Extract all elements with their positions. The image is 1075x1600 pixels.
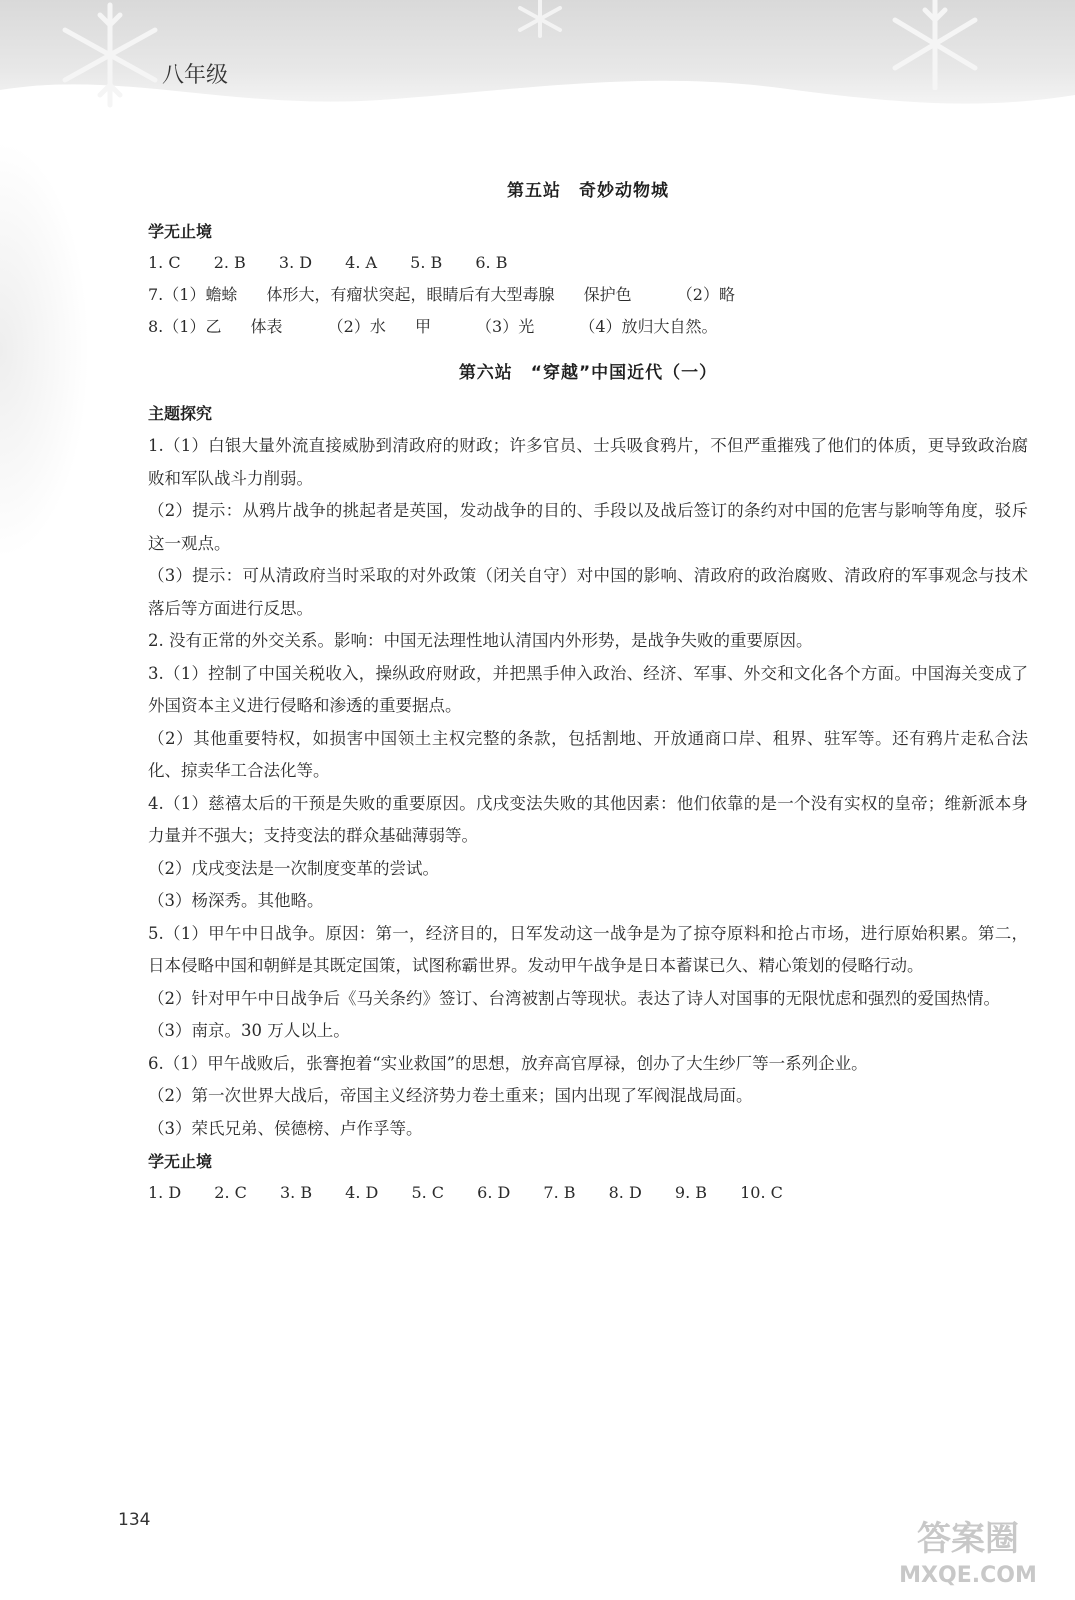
watermark-logo xyxy=(878,1510,1058,1590)
answer-item: 7. B xyxy=(543,1183,576,1202)
answer-item: 1. C xyxy=(148,253,181,272)
answer-q7 xyxy=(148,280,1028,312)
watermark-bottom: MXQE.COM xyxy=(899,1563,1037,1588)
answer-part: 体形大，有瘤状突起，眼睛后有大型毒腺 xyxy=(266,285,555,304)
answer-row-2 xyxy=(148,1178,1028,1210)
answer-paragraph: 6.（1）甲午战败后，张謇抱着“实业救国”的思想，放弃高官厚禄，创办了大生纱厂等一系列企业。 xyxy=(148,1053,868,1073)
answer-paragraph: （3）杨深秀。其他略。 xyxy=(148,891,324,910)
answer-item: 8. D xyxy=(608,1183,642,1202)
answer-item: 5. B xyxy=(410,253,443,272)
answer-part: 7.（1）蟾蜍 xyxy=(148,285,238,304)
answer-q8 xyxy=(148,312,1028,344)
answer-item: 1. D xyxy=(148,1183,182,1202)
section6-subhead-2: 学无止境 xyxy=(148,1152,213,1171)
left-texture xyxy=(0,140,90,560)
answer-part: （2）水 xyxy=(327,317,386,336)
page-number: 134 xyxy=(118,1510,151,1530)
watermark-top: 答案圈 xyxy=(917,1519,1019,1559)
answer-paragraph: （3）荣氏兄弟、侯德榜、卢作孚等。 xyxy=(148,1118,423,1138)
grade-label: 八年级 xyxy=(162,63,229,88)
answer-item: 2. B xyxy=(213,253,246,272)
answer-paragraph: （2）针对甲午中日战争后《马关条约》签订、台湾被割占等现状。表达了诗人对国事的无限忧虑和强烈的爱国热情。 xyxy=(148,988,1000,1008)
snowflake-icon xyxy=(40,0,180,110)
answer-paragraph: 4.（1）慈禧太后的干预是失败的重要原因。戊戌变法失败的其他因素：他们依靠的是一个没有实权的皇帝；维新派本身力量并不强大；支持变法的群众基础薄弱等。 xyxy=(148,793,1028,845)
answer-paragraph: 5.（1）甲午中日战争。原因：第一，经济目的，日军发动这一战争是为了掠夺原料和抢占市场，进行原始积累。第二，日本侵略中国和朝鲜是其既定国策，试图称霸世界。发动甲午战争是日本蓄谋已久、精心策划的侵略行动。 xyxy=(148,923,1028,975)
section5-subhead: 学无止境 xyxy=(148,222,213,241)
answer-paragraph: （2）提示：从鸦片战争的挑起者是英国，发动战争的目的、手段以及战后签订的条约对中国的危害与影响等角度，驳斥这一观点。 xyxy=(148,501,1028,553)
answer-item: 9. B xyxy=(674,1183,708,1202)
answer-part: （3）光 xyxy=(476,317,535,336)
answer-paragraph: （2）戊戌变法是一次制度变革的尝试。 xyxy=(148,858,439,878)
page-content xyxy=(148,170,1028,1210)
answer-item: 3. D xyxy=(278,253,313,272)
answer-part: 体表 xyxy=(250,317,283,336)
section5-title: 第五站 奇妙动物城 xyxy=(507,181,669,201)
answer-part: 8.（1）乙 xyxy=(148,317,222,336)
answer-paragraph: 2. 没有正常的外交关系。影响：中国无法理性地认清国内外形势，是战争失败的重要原因。 xyxy=(148,631,813,650)
answer-paragraph: （3）提示：可从清政府当时采取的对外政策（闭关自守）对中国的影响、清政府的政治腐败、清政府的军事观念与技术落后等方面进行反思。 xyxy=(148,566,1028,618)
answer-item: 4. A xyxy=(345,253,378,272)
answer-part: （2）略 xyxy=(676,285,735,304)
answer-item: 5. C xyxy=(411,1183,445,1202)
snowflake-icon xyxy=(870,0,1000,90)
answer-item: 6. B xyxy=(475,253,508,272)
answer-paragraph: （3）南京。30 万人以上。 xyxy=(148,1021,350,1040)
answer-item: 10. C xyxy=(740,1183,783,1202)
answer-part: （4）放归大自然。 xyxy=(579,317,718,336)
section6-subhead-1: 主题探究 xyxy=(148,404,213,423)
section6-title: 第六站 “穿越”中国近代（一） xyxy=(458,363,718,383)
answer-paragraph: （2）其他重要特权，如损害中国领土主权完整的条款，包括割地、开放通商口岸、租界、驻军等。还有鸦片走私合法化、掠卖华工合法化等。 xyxy=(148,728,1028,780)
answer-item: 4. D xyxy=(345,1183,379,1202)
snowflake-icon xyxy=(500,0,580,40)
answer-paragraph: （2）第一次世界大战后，帝国主义经济势力卷土重来；国内出现了军阀混战局面。 xyxy=(148,1086,753,1105)
answer-item: 6. D xyxy=(477,1183,511,1202)
answer-item: 3. B xyxy=(279,1183,313,1202)
answer-row-1 xyxy=(148,248,1028,280)
answer-part: 保护色 xyxy=(583,285,632,304)
answer-part: 甲 xyxy=(414,317,431,336)
answer-paragraph: 1.（1）白银大量外流直接威胁到清政府的财政；许多官员、士兵吸食鸦片，不但严重摧残了他们的体质，更导致政治腐败和军队战斗力削弱。 xyxy=(148,436,1028,488)
answer-paragraph: 3.（1）控制了中国关税收入，操纵政府财政，并把黑手伸入政治、经济、军事、外交和文化各个方面。中国海关变成了外国资本主义进行侵略和渗透的重要据点。 xyxy=(148,663,1028,715)
answer-item: 2. C xyxy=(214,1183,247,1202)
